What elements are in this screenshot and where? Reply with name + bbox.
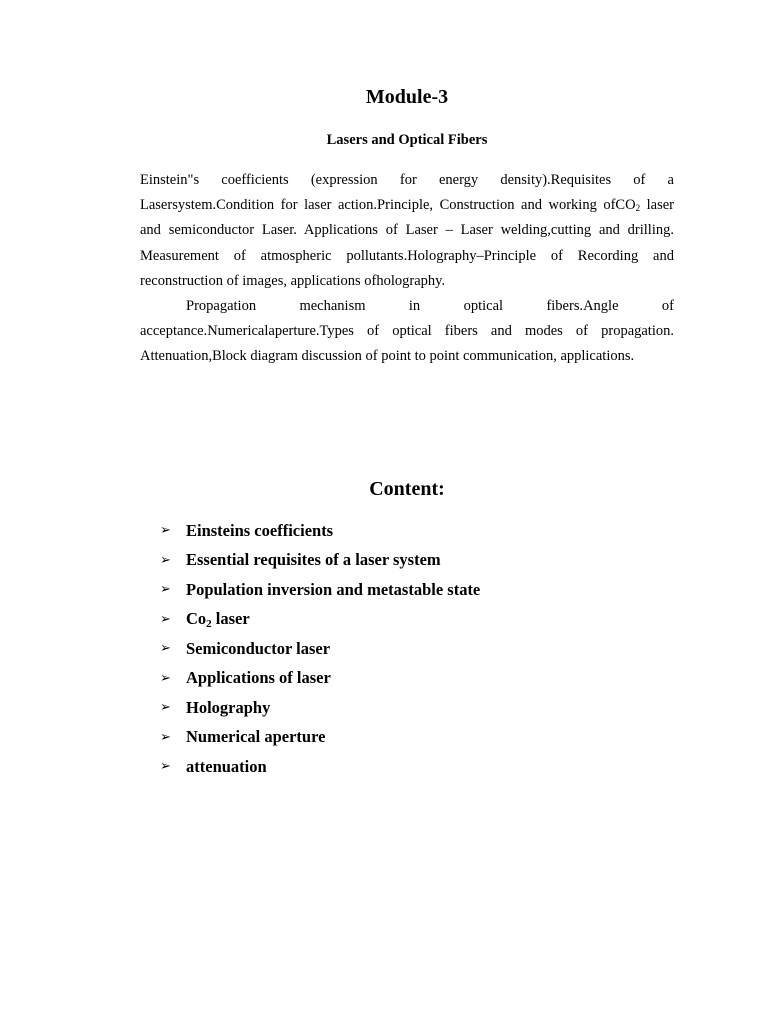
co2-label: Co — [186, 609, 207, 629]
co2-subscript: 2 — [635, 203, 641, 214]
list-item-label — [186, 609, 250, 629]
arrowhead-bullet-icon: ➢ — [160, 700, 171, 716]
syllabus-paragraph-fibers: Propagation mechanism in optical fibers.Angle of acceptance.Numericalaperture.Types of optical fibers and modes of propagation. Attenuation,Block diagram discussion of point to point communication, applications. — [140, 298, 674, 365]
arrowhead-bullet-icon: ➢ — [160, 552, 171, 568]
content-item-co2-laser — [160, 605, 480, 635]
arrowhead-bullet-icon: ➢ — [160, 670, 171, 686]
module-title: Module-3 — [365, 86, 449, 108]
arrowhead-bullet-icon: ➢ — [160, 641, 171, 657]
content-item-applications — [160, 664, 480, 694]
list-item-label: Essential requisites of a laser system — [186, 550, 441, 570]
list-item-label: Numerical aperture — [186, 727, 326, 747]
content-list — [160, 516, 480, 782]
arrowhead-bullet-icon: ➢ — [160, 729, 171, 745]
content-item-numerical-aperture — [160, 723, 480, 753]
arrowhead-bullet-icon: ➢ — [160, 582, 171, 598]
content-item-einsteins-coefficients — [160, 516, 480, 546]
syllabus-p1-text: Einstein"s coefficients (expression for energy density).Requisites of a Lasersystem.Condition for laser action.Principle, Construction and working ofCO — [140, 172, 674, 214]
content-item-attenuation — [160, 752, 480, 782]
syllabus-paragraph-lasers — [140, 168, 674, 294]
arrowhead-bullet-icon: ➢ — [160, 759, 171, 775]
syllabus-text — [140, 168, 674, 370]
co2-item-subscript: 2 — [206, 618, 212, 631]
arrowhead-bullet-icon: ➢ — [160, 523, 171, 539]
content-item-semiconductor-laser — [160, 634, 480, 664]
co2-item-tail: laser — [211, 609, 250, 629]
list-item-label: Population inversion and metastable state — [186, 579, 481, 599]
content-item-requisites — [160, 546, 480, 576]
module-subtitle: Lasers and Optical Fibers — [326, 132, 488, 148]
content-item-holography — [160, 693, 480, 723]
list-item-label: attenuation — [186, 756, 267, 776]
arrowhead-bullet-icon: ➢ — [160, 611, 171, 627]
content-title: Content: — [369, 478, 445, 500]
list-item-label: Semiconductor laser — [186, 638, 331, 658]
list-item-label: Einsteins coefficients — [186, 520, 334, 540]
syllabus-p1-tail: laser and semiconductor Laser. Applications of Laser – Laser welding,cutting and drilling. Measurement of atmospheric pollutants.Holography–Principle of Recording and reconstruction of images, applications ofholography. — [140, 197, 675, 289]
content-item-population-inversion — [160, 575, 480, 605]
list-item-label: Applications of laser — [186, 668, 331, 688]
list-item-label: Holography — [186, 697, 271, 717]
